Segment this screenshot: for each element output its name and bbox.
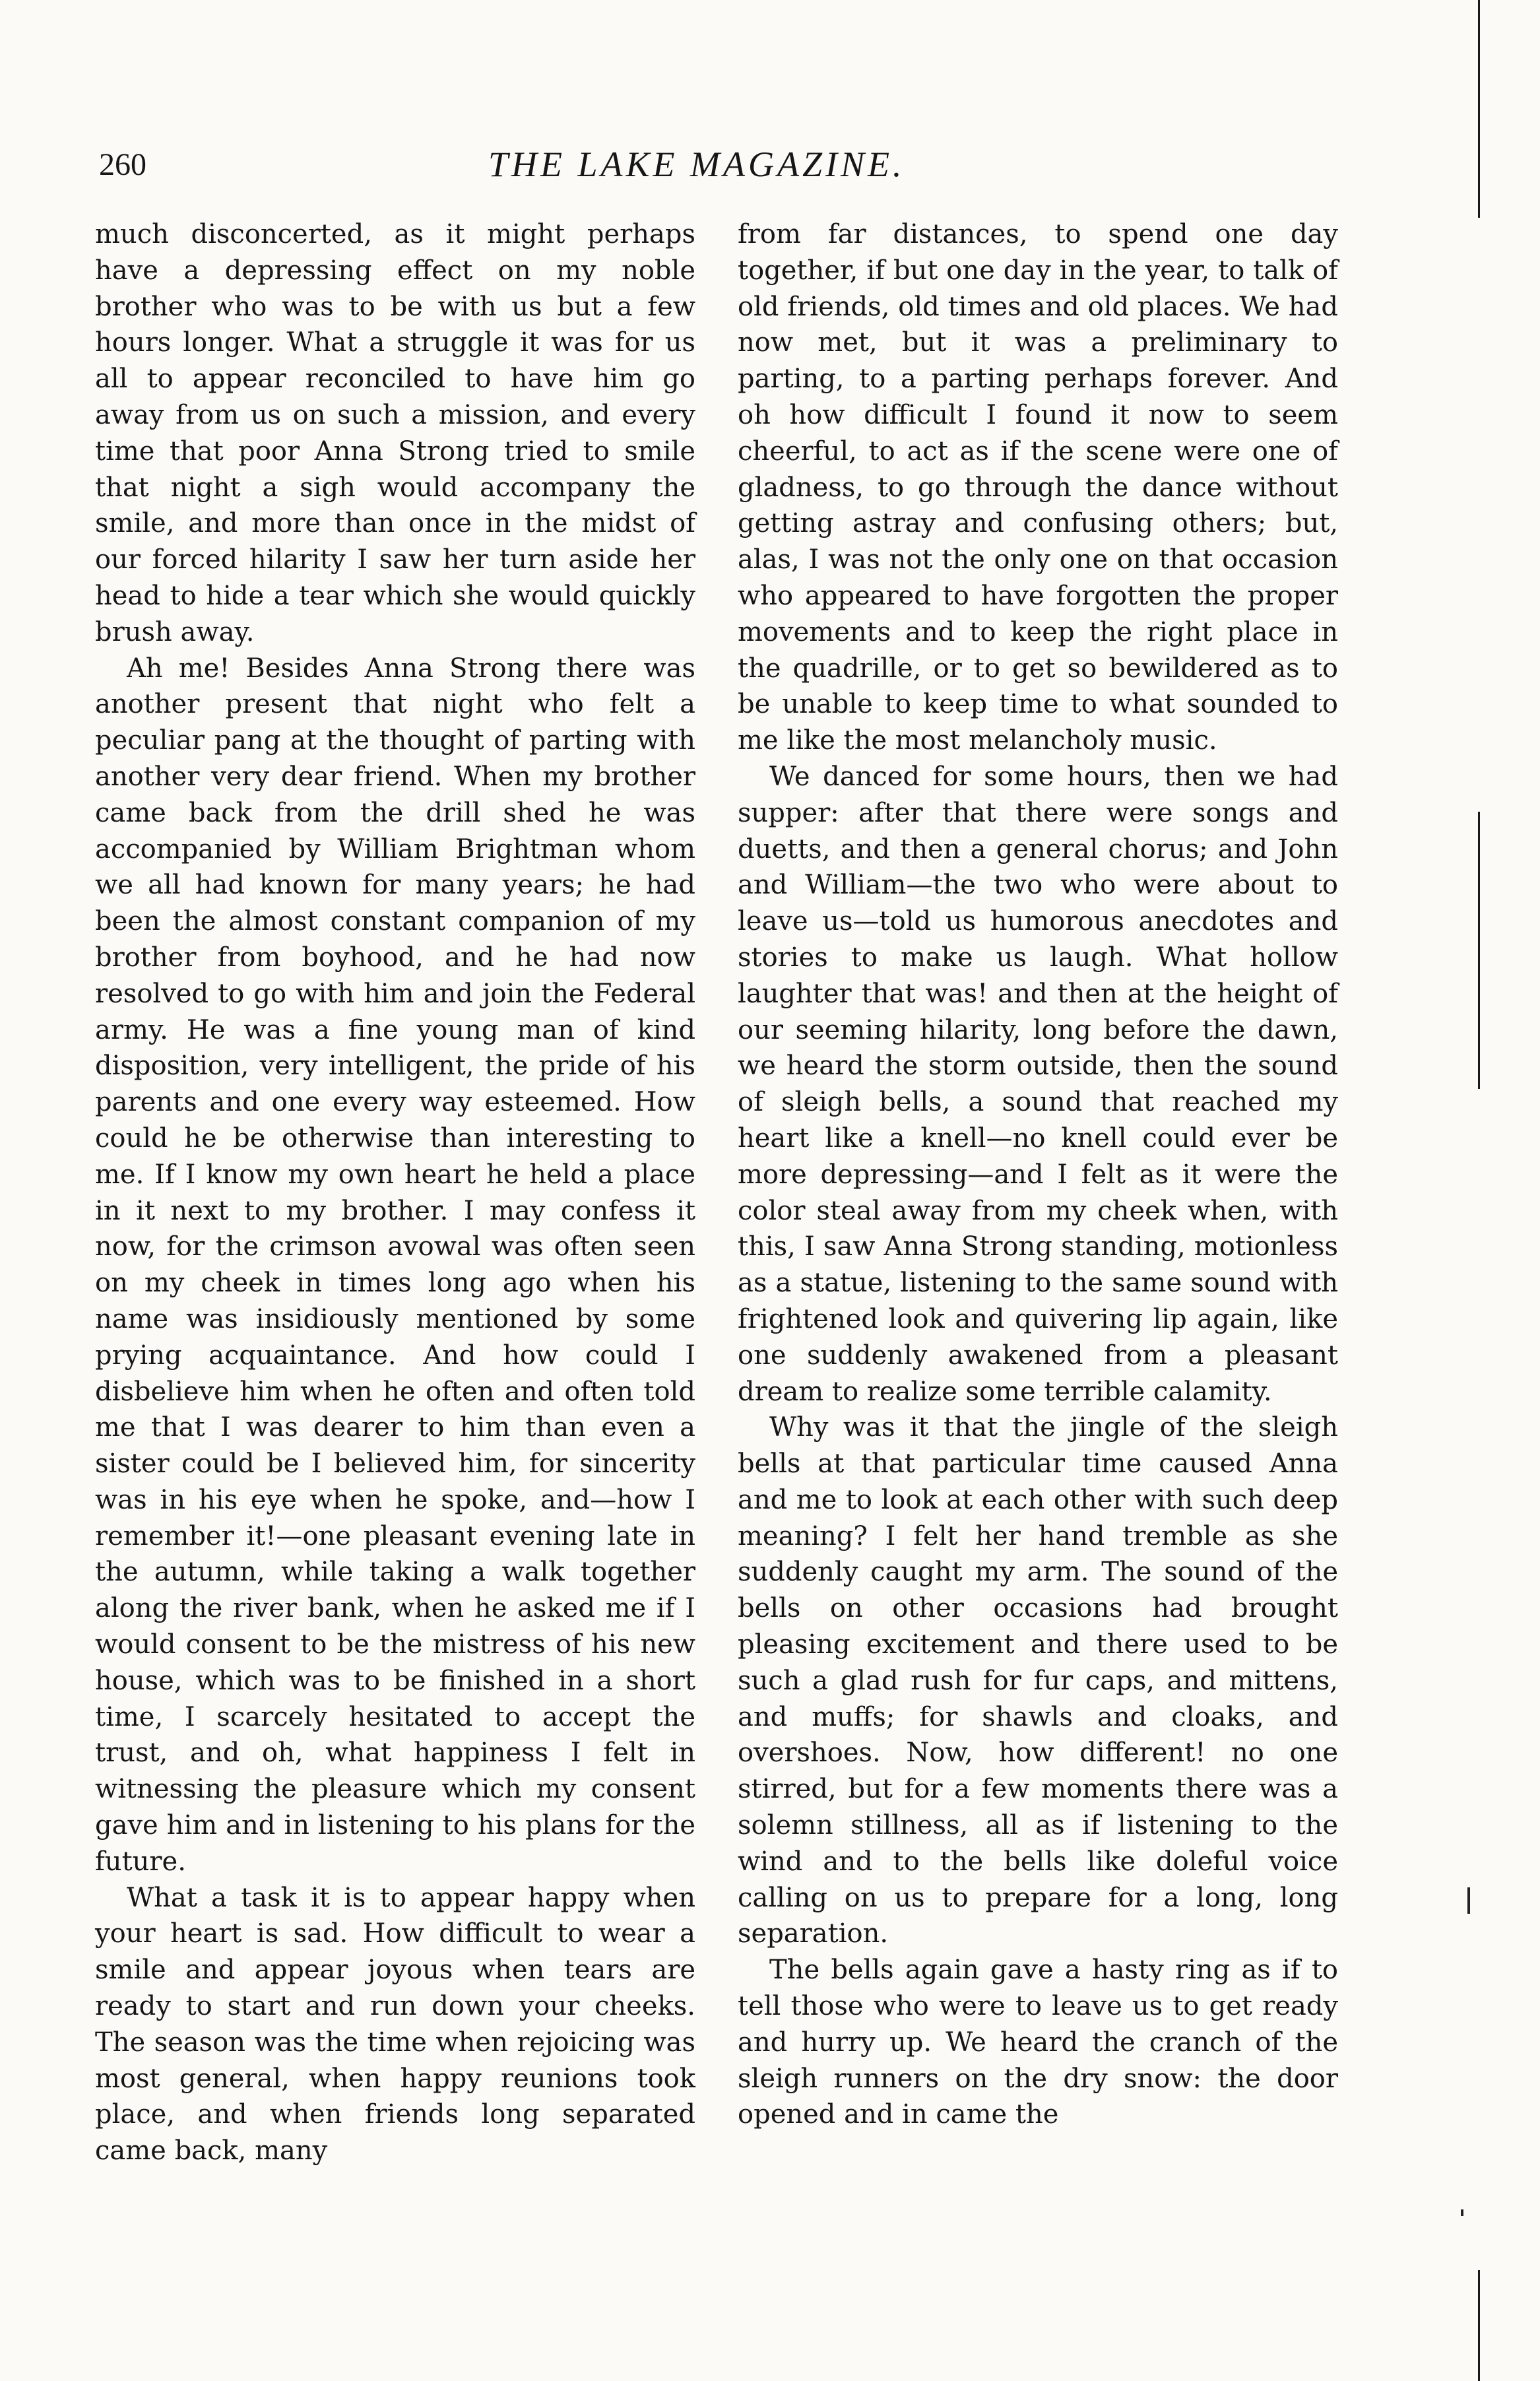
paragraph: What a task it is to appear happy when your heart is sad. How difficult to wear a smile and appear joyous when tears are ready to start and run down your cheeks. The season was the time when rejoicing was most general, when happy reunions took place, and when friends long separated came back, many (95, 1882, 695, 2167)
page-number: 260 (99, 147, 146, 182)
scan-mark (1467, 1887, 1470, 1914)
paragraph: Why was it that the jingle of the sleigh bells at that particular time caused Anna and me to look at each other with such deep meaning? I felt her hand tremble as she suddenly caught my arm. The sound of the bells on other occasions had brought pleasing excitement and there used to be such a glad rush for fur caps, and mittens, and muffs; for shawls and cloaks, and overshoes. Now, how different! no one stirred, but for a few moments there was a solemn stillness, all as if listening to the wind and to the bells like doleful voice calling on us to prepare for a long, long separation. (738, 1412, 1338, 1949)
left-column (95, 216, 695, 2169)
paragraph: Ah me! Besides Anna Strong there was another present that night who felt a peculiar pang at the thought of parting with another very dear friend. When my brother came back from the drill shed he was accompanied by William Brightman whom we all had known for many years; he had been the almost constant companion of my brother from boyhood, and he had now resolved to go with him and join the Federal army. He was a fine young man of kind disposition, very intelligent, the pride of his parents and one every way esteemed. How could he be otherwise than interesting to me. If I know my own heart he held a place in it next to my brother. I may confess it now, for the crimson avowal was often seen on my cheek in times long ago when his name was insidiously mentioned by some prying acquaintance. And how could I disbelieve him when he often and often told me that I was dearer to him than even a sister could be I believed him, for sincerity was in his eye when he spoke, and—how I remember it!—one pleasant evening late in the autumn, while taking a walk together along the river bank, when he asked me if I would consent to be the mistress of his new house, which was to be finished in a short time, I scarcely hesitated to accept the trust, and oh, what happiness I felt in witnessing the pleasure which my consent gave him and in listening to his plans for the future. (95, 653, 695, 1877)
page-edge-rule (1478, 2270, 1480, 2381)
paragraph: The bells again gave a hasty ring as if to tell those who were to leave us to get ready and hurry up. We heard the cranch of the sleigh runners on the dry snow: the door opened and in came the (738, 1955, 1338, 2130)
running-title: THE LAKE MAGAZINE. (488, 145, 905, 184)
paragraph: We danced for some hours, then we had supper: after that there were songs and duetts, and then a general chorus; and John and William—the two who were about to leave us—told us humorous anecdotes and stories to make us laugh. What hollow laughter that was! and then at the height of our seeming hilarity, long before the dawn, we heard the storm outside, then the sound of sleigh bells, a sound that reached my heart like a knell—no knell could ever be more depressing—and I felt as it were the color steal away from my cheek when, with this, I saw Anna Strong standing, motionless as a statue, listening to the same sound with frightened look and quivering lip again, like one suddenly awakened from a pleasant dream to realize some terrible calamity. (738, 761, 1338, 1407)
paragraph: from far distances, to spend one day together, if but one day in the year, to talk of old friends, old times and old places. We had now met, but it was a preliminary to parting, to a parting perhaps forever. And oh how difficult I found it now to seem cheerful, to act as if the scene were one of gladness, to go through the dance without getting astray and confusing others; but, alas, I was not the only one on that occasion who appeared to have forgotten the proper movements and to keep the right place in the quadrille, or to get so bewildered as to be unable to keep time to what sounded to me like the most melancholy music. (738, 219, 1338, 756)
scan-mark (1461, 2209, 1463, 2216)
paragraph: much disconcerted, as it might perhaps have a depressing effect on my noble brother who was to be with us but a few hours longer. What a struggle it was for us all to appear reconciled to have him go away from us on such a mission, and every time that poor Anna Strong tried to smile that night a sigh would accompany the smile, and more than once in the midst of our forced hilarity I saw her turn aside her head to hide a tear which she would quickly brush away. (95, 219, 695, 647)
page-edge-rule (1478, 812, 1480, 1089)
page-edge-rule (1478, 0, 1480, 218)
right-column (738, 216, 1338, 2133)
